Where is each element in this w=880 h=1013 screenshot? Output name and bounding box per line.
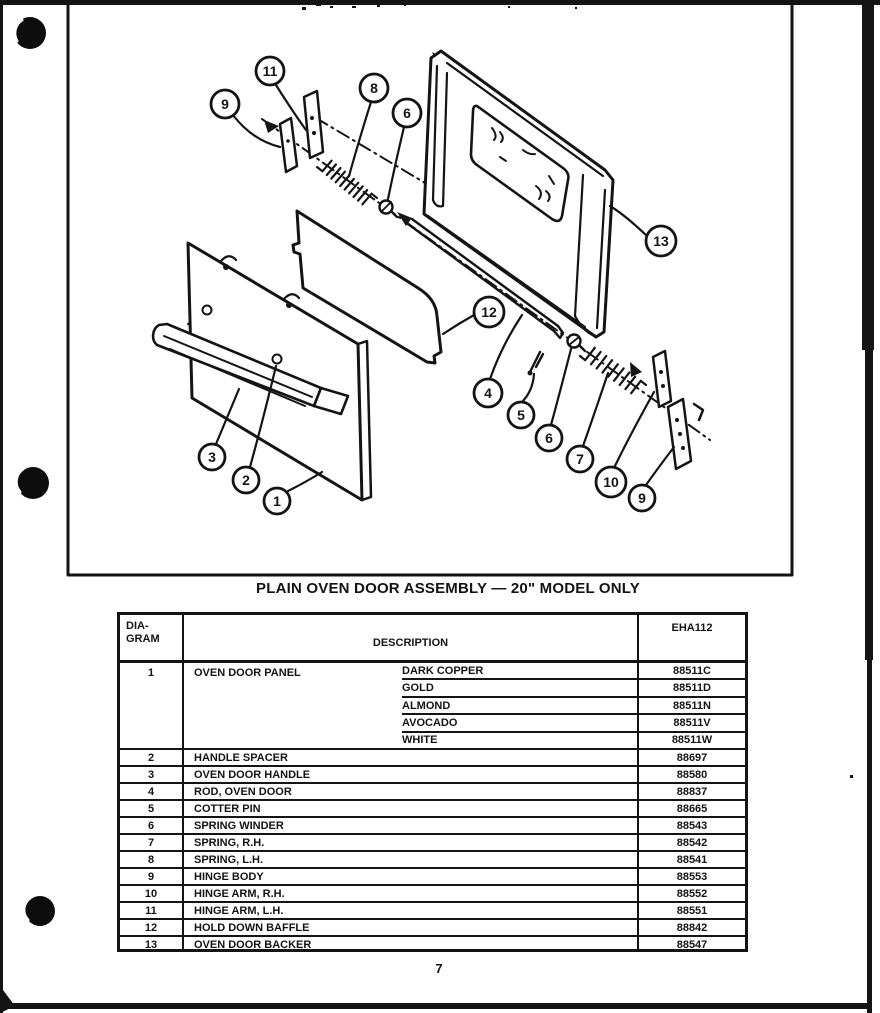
binder-hole	[16, 467, 49, 499]
variant-color: AVOCADO	[402, 715, 637, 732]
cell-part-number: 88511N	[639, 698, 745, 715]
door-backer-panel	[424, 51, 613, 337]
table-header	[120, 615, 745, 663]
svg-text:9: 9	[221, 96, 229, 112]
cell-diagram-no: 5	[120, 801, 184, 816]
cell-description: SPRING, L.H.	[194, 853, 264, 866]
variant-part-list	[637, 663, 745, 748]
callout-9-right	[629, 485, 655, 511]
variant-color: GOLD	[402, 680, 637, 697]
spring-hook-arrow	[630, 362, 642, 377]
callout-6-left	[393, 99, 421, 127]
cell-diagram-no: 7	[120, 835, 184, 850]
cell-part-number: 88542	[637, 835, 745, 850]
svg-text:2: 2	[242, 472, 250, 488]
cell-part-number: 88541	[637, 852, 745, 867]
svg-text:8: 8	[370, 80, 378, 96]
hinge-arm-lh	[304, 91, 323, 158]
table-row	[120, 748, 745, 765]
callout-11	[256, 57, 284, 85]
cell-description: COTTER PIN	[194, 802, 261, 815]
hinge-body-left	[264, 118, 297, 172]
table-row	[120, 850, 745, 867]
callout-9-left	[211, 90, 239, 118]
callout-13	[646, 226, 676, 256]
svg-text:4: 4	[484, 385, 492, 401]
callout-7	[567, 446, 593, 472]
header-diagram-column	[120, 615, 184, 660]
diagram-caption: PLAIN OVEN DOOR ASSEMBLY — 20" MODEL ONLY	[256, 580, 640, 597]
callout-10	[596, 467, 626, 497]
parts-table	[117, 612, 748, 952]
cell-diagram-no: 2	[120, 750, 184, 765]
callout-2	[233, 467, 259, 493]
cell-part-number: 88665	[637, 801, 745, 816]
callout-6-right	[536, 425, 562, 451]
cell-description: OVEN DOOR BACKER	[194, 938, 312, 951]
svg-text:3: 3	[208, 449, 216, 465]
cell-part-number: 88547	[637, 937, 745, 952]
cell-diagram-no: 9	[120, 869, 184, 884]
table-row	[120, 867, 745, 884]
cell-diagram-no: 1	[120, 663, 184, 748]
table-row	[120, 884, 745, 901]
header-diagram-line2: GRAM	[126, 633, 160, 645]
table-row	[120, 901, 745, 918]
cotter-pin	[528, 352, 544, 376]
cell-part-number: 88552	[637, 886, 745, 901]
table-row	[120, 918, 745, 935]
cell-part-number: 88837	[637, 784, 745, 799]
callout-3	[199, 444, 225, 470]
cell-part-number: 88551	[637, 903, 745, 918]
cell-diagram-no: 11	[120, 903, 184, 918]
header-description: DESCRIPTION	[372, 636, 449, 649]
cell-description: HINGE ARM, R.H.	[194, 887, 285, 900]
svg-text:10: 10	[603, 474, 619, 490]
cell-part-number: 88511C	[639, 663, 745, 680]
table-row	[120, 799, 745, 816]
variant-color: DARK COPPER	[402, 663, 637, 680]
cell-description: HANDLE SPACER	[194, 751, 288, 764]
variant-color: WHITE	[402, 734, 438, 747]
callout-12	[474, 297, 504, 327]
cell-diagram-no: 8	[120, 852, 184, 867]
cell-diagram-no: 12	[120, 920, 184, 935]
cell-description: OVEN DOOR HANDLE	[194, 768, 311, 781]
svg-text:5: 5	[517, 407, 525, 423]
cell-part-number: 88511D	[639, 680, 745, 697]
spring-lh	[317, 161, 377, 205]
page-number: 7	[435, 961, 443, 976]
cell-description: SPRING, R.H.	[194, 836, 265, 849]
table-row	[120, 663, 745, 748]
header-model-eha112: EHA112	[637, 615, 745, 660]
table-row	[120, 765, 745, 782]
svg-text:9: 9	[638, 490, 646, 506]
cell-part-number: 88580	[637, 767, 745, 782]
cell-part-number: 88842	[637, 920, 745, 935]
cell-part-number: 88553	[637, 869, 745, 884]
cell-part-number: 88697	[637, 750, 745, 765]
svg-text:13: 13	[653, 233, 669, 249]
cell-description: SPRING WINDER	[194, 819, 284, 832]
callout-8	[360, 74, 388, 102]
cell-part-number: 88543	[637, 818, 745, 833]
variant-color: ALMOND	[402, 698, 637, 715]
cell-description: OVEN DOOR PANEL	[194, 667, 301, 679]
table-row	[120, 935, 745, 952]
cell-diagram-no: 3	[120, 767, 184, 782]
svg-text:1: 1	[273, 493, 281, 509]
callout-4	[474, 379, 502, 407]
cell-description: HINGE ARM, L.H.	[194, 904, 284, 917]
svg-text:11: 11	[262, 63, 278, 79]
color-variant-list	[402, 663, 637, 748]
cell-description: HINGE BODY	[194, 870, 264, 883]
binder-hole	[14, 17, 46, 49]
binder-hole	[24, 896, 55, 926]
cell-part-number: 88511W	[671, 734, 713, 747]
callout-1	[264, 488, 290, 514]
cell-description: ROD, OVEN DOOR	[194, 785, 292, 798]
callout-5	[508, 402, 534, 428]
cell-part-number: 88511V	[639, 715, 745, 732]
cell-diagram-no: 6	[120, 818, 184, 833]
cell-description: HOLD DOWN BAFFLE	[194, 921, 310, 934]
svg-text:7: 7	[576, 451, 584, 467]
table-row	[120, 833, 745, 850]
cell-diagram-no: 13	[120, 937, 184, 952]
table-row	[120, 816, 745, 833]
table-row	[120, 782, 745, 799]
hinge-arm-rh	[653, 351, 671, 407]
svg-text:6: 6	[545, 430, 553, 446]
cell-diagram-no: 10	[120, 886, 184, 901]
spring-winder	[380, 201, 398, 218]
hinge-body-right	[668, 399, 703, 469]
svg-text:6: 6	[403, 105, 411, 121]
svg-text:12: 12	[481, 304, 497, 320]
cell-diagram-no: 4	[120, 784, 184, 799]
header-diagram-line1: DIA-	[126, 620, 149, 632]
